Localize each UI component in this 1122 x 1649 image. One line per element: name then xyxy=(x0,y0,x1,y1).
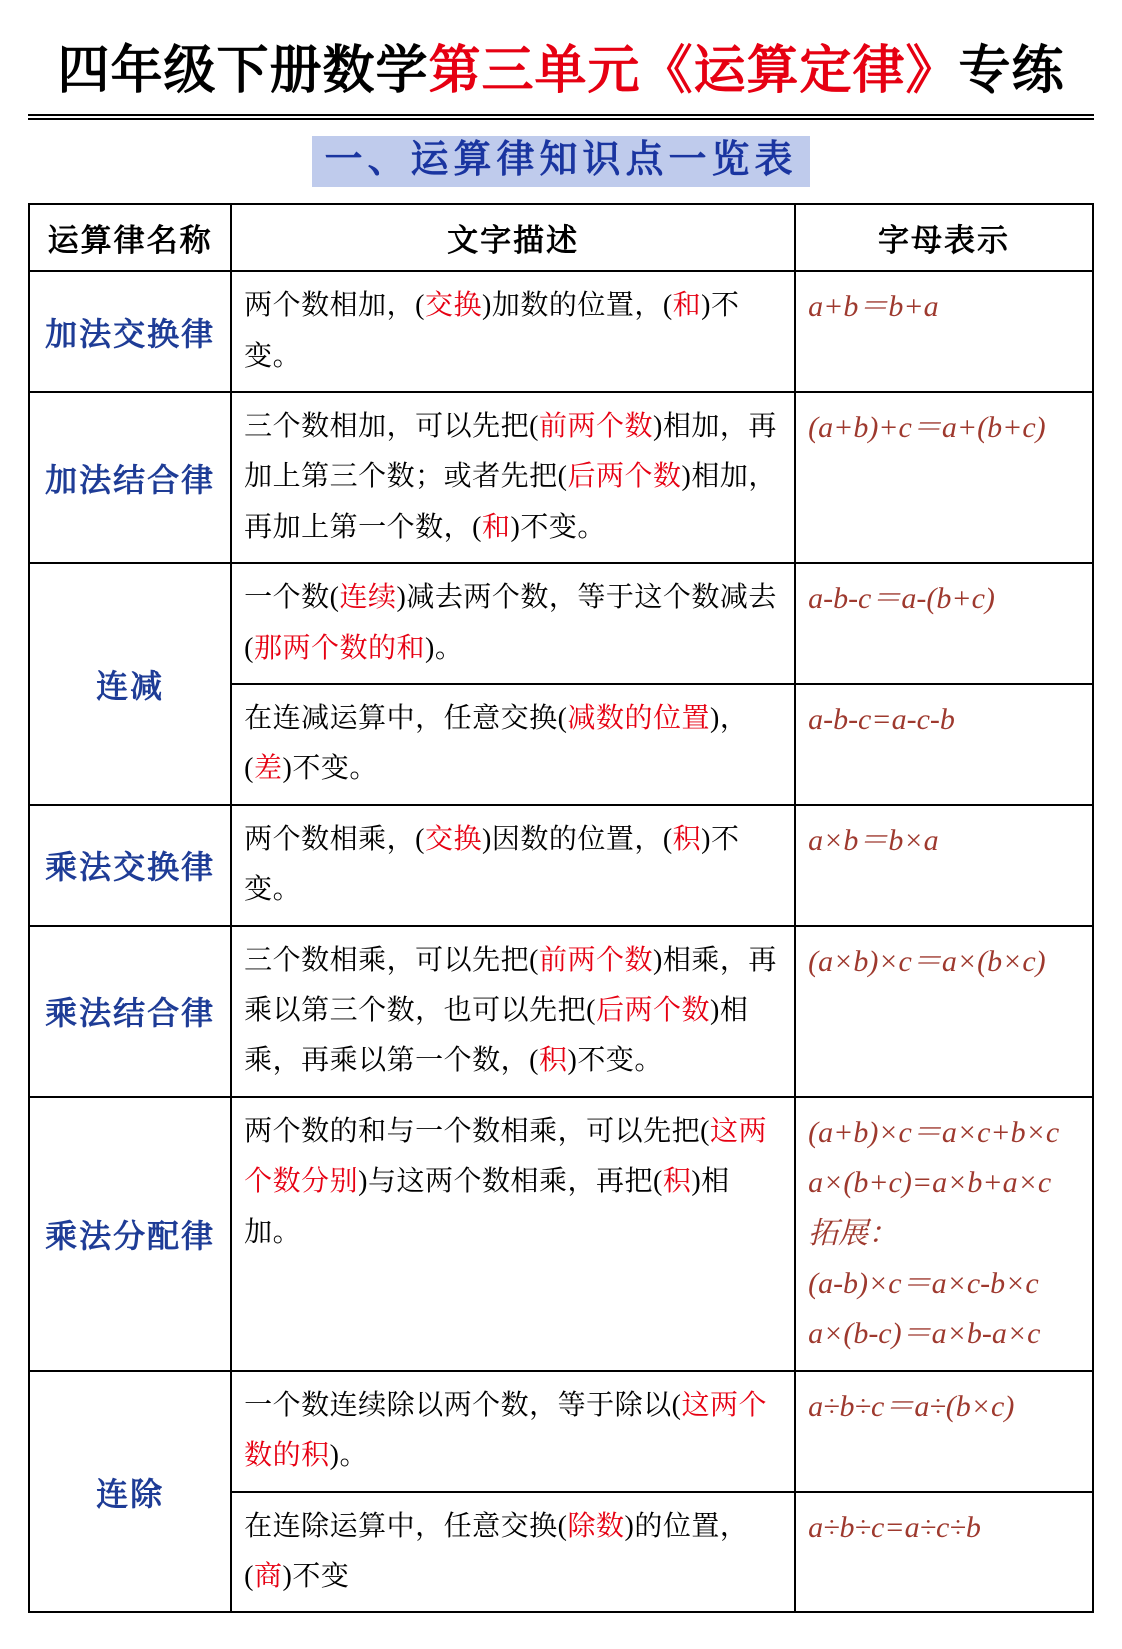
law-name: 乘法分配律 xyxy=(29,1097,231,1371)
plain-text: 在连除运算中，任意交换( xyxy=(244,1510,568,1542)
plain-text: 两个数相加，( xyxy=(244,290,425,322)
formula-line: (a×b)×c＝a×(b×c) xyxy=(808,944,1046,978)
plain-text: )相加，再加上第三个数；或者先把( xyxy=(244,411,777,493)
formula-line: a×(b-c)＝a×b-a×c xyxy=(808,1317,1041,1351)
highlighted-term: 交换 xyxy=(424,290,482,322)
title-part-1: 四年级下册数学 xyxy=(57,43,429,100)
formula-line: a+b＝b+a xyxy=(808,290,939,324)
plain-text: 一个数连续除以两个数，等于除以( xyxy=(244,1389,682,1421)
title-block xyxy=(28,42,1094,120)
plain-text: )不变。 xyxy=(244,823,740,906)
highlighted-term: 连续 xyxy=(339,582,397,614)
highlighted-term: 和 xyxy=(481,511,511,543)
law-formula xyxy=(795,271,1093,392)
plain-text: 两个数的和与一个数相乘，可以先把( xyxy=(244,1115,710,1147)
plain-text: )不变。 xyxy=(244,290,740,372)
plain-text: )与这两个数相乘，再把( xyxy=(358,1166,663,1198)
plain-text: )相乘，再乘以第一个数，( xyxy=(244,994,749,1077)
plain-text: )。 xyxy=(329,1440,368,1472)
plain-text: 在连减运算中，任意交换( xyxy=(244,703,568,735)
law-description xyxy=(231,926,795,1097)
table-row xyxy=(29,1097,1093,1371)
table-row xyxy=(29,392,1093,563)
table-row xyxy=(29,271,1093,392)
table-header-row xyxy=(29,204,1093,271)
law-formula xyxy=(795,1492,1093,1613)
plain-text: )因数的位置，( xyxy=(482,823,673,855)
plain-text: )不变。 xyxy=(282,753,378,785)
plain-text: )不变 xyxy=(282,1560,350,1592)
formula-line: 拓展： xyxy=(808,1216,899,1250)
highlighted-term: 差 xyxy=(253,753,283,785)
formula-line: a÷b÷c=a÷c÷b xyxy=(808,1510,981,1544)
plain-text: )相加，再加上第一个数，( xyxy=(244,461,777,543)
law-name: 连除 xyxy=(29,1371,231,1613)
plain-text: )的位置，( xyxy=(244,1510,749,1592)
law-description xyxy=(231,392,795,563)
formula-line: a-b-c=a-c-b xyxy=(808,703,955,737)
law-description xyxy=(231,271,795,392)
column-header-description: 文字描述 xyxy=(231,204,795,271)
highlighted-term: 这两个数分别 xyxy=(244,1115,767,1198)
law-formula xyxy=(795,1371,1093,1492)
law-formula xyxy=(795,1097,1093,1371)
title-part-3: 专练 xyxy=(958,43,1065,100)
law-name: 加法交换律 xyxy=(29,271,231,392)
highlighted-term: 那两个数的和 xyxy=(253,632,425,664)
plain-text: )相乘，再乘以第三个数，也可以先把( xyxy=(244,944,777,1026)
plain-text: )减去两个数，等于这个数减去( xyxy=(244,582,777,664)
section-subtitle: 一、运算律知识点一览表 xyxy=(312,136,809,188)
plain-text: )。 xyxy=(425,632,464,664)
plain-text: )，( xyxy=(244,703,749,785)
subtitle-row xyxy=(28,136,1094,188)
law-name: 乘法结合律 xyxy=(29,926,231,1097)
plain-text: )相加。 xyxy=(244,1166,730,1248)
formula-line: (a+b)+c＝a+(b+c) xyxy=(808,411,1046,445)
table-row xyxy=(29,926,1093,1097)
law-name: 乘法交换律 xyxy=(29,805,231,926)
formula-line: (a-b)×c＝a×c-b×c xyxy=(808,1266,1039,1300)
plain-text: )不变。 xyxy=(567,1045,663,1077)
law-description xyxy=(231,805,795,926)
law-formula xyxy=(795,926,1093,1097)
highlighted-term: 积 xyxy=(538,1045,568,1077)
formula-line: a×b＝b×a xyxy=(808,823,939,857)
page-title xyxy=(28,42,1094,102)
table-row xyxy=(29,1371,1093,1492)
law-description xyxy=(231,1492,795,1613)
table-row xyxy=(29,805,1093,926)
title-part-2: 第三单元《运算定律》 xyxy=(428,43,959,100)
plain-text: 两个数相乘，( xyxy=(244,823,425,855)
plain-text: 一个数( xyxy=(244,582,340,614)
highlighted-term: 交换 xyxy=(424,823,482,855)
law-formula xyxy=(795,563,1093,684)
law-name: 连减 xyxy=(29,563,231,805)
highlighted-term: 积 xyxy=(672,823,702,855)
column-header-formula: 字母表示 xyxy=(795,204,1093,271)
plain-text: )加数的位置，( xyxy=(482,290,673,322)
law-description xyxy=(231,1371,795,1492)
law-formula xyxy=(795,392,1093,563)
plain-text: 三个数相乘，可以先把( xyxy=(244,944,539,976)
highlighted-term: 前两个数 xyxy=(538,944,653,976)
plain-text: 三个数相加，可以先把( xyxy=(244,411,539,443)
highlighted-term: 减数的位置 xyxy=(567,703,710,735)
formula-line: a÷b÷c＝a÷(b×c) xyxy=(808,1389,1015,1423)
table-row xyxy=(29,563,1093,684)
highlighted-term: 后两个数 xyxy=(567,461,682,493)
highlighted-term: 商 xyxy=(253,1560,283,1592)
plain-text: )不变。 xyxy=(510,511,606,543)
column-header-law-name: 运算律名称 xyxy=(29,204,231,271)
law-formula xyxy=(795,805,1093,926)
highlighted-term: 和 xyxy=(672,290,702,322)
highlighted-term: 这两个数的积 xyxy=(244,1389,767,1472)
highlighted-term: 除数 xyxy=(567,1510,625,1542)
operation-laws-table xyxy=(28,203,1094,1613)
law-description xyxy=(231,1097,795,1371)
highlighted-term: 前两个数 xyxy=(538,411,653,443)
law-formula xyxy=(795,684,1093,805)
law-name: 加法结合律 xyxy=(29,392,231,563)
formula-line: a-b-c＝a-(b+c) xyxy=(808,582,995,616)
formula-line: a×(b+c)=a×b+a×c xyxy=(808,1166,1052,1200)
highlighted-term: 积 xyxy=(662,1166,692,1198)
highlighted-term: 后两个数 xyxy=(595,994,710,1026)
law-description xyxy=(231,684,795,805)
formula-line: (a+b)×c＝a×c+b×c xyxy=(808,1115,1060,1149)
law-description xyxy=(231,563,795,684)
